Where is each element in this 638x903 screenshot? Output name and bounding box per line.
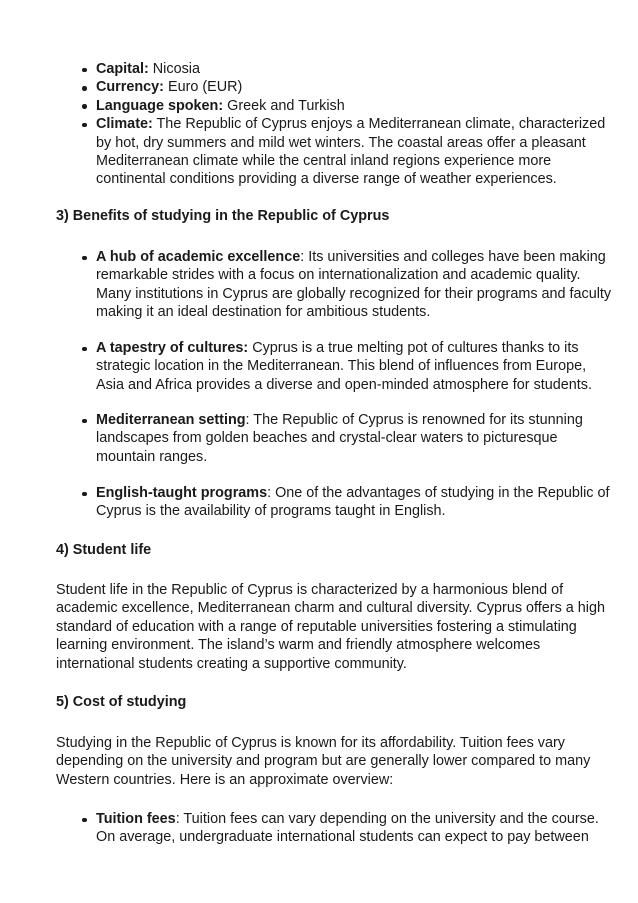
fact-text: Nicosia <box>148 61 200 77</box>
item-text: : The Republic of Cyprus is renowned for its stunning landscapes from golden beaches and crystal-clear waters to picturesque mountain ranges. <box>96 412 583 465</box>
list-item <box>56 97 616 115</box>
section-heading-benefits: 3) Benefits of studying in the Republic of Cyprus <box>56 208 390 224</box>
student-life-paragraph: Student life in the Republic of Cyprus is characterized by a harmonious blend of academic excellence, Mediterranean charm and cultural diversity. Cyprus offers a high standard of education with a range of reputable universities fostering a stimulating learning environment. The island’s warm and friendly atmosphere welcomes international students creating a supportive community. <box>56 582 605 672</box>
item-text: : Tuition fees can vary depending on the university and the course. On average, undergraduate international students can expect to pay between <box>96 811 599 846</box>
list-item <box>56 115 616 189</box>
list-item <box>56 78 616 96</box>
cost-paragraph: Studying in the Republic of Cyprus is known for its affordability. Tuition fees vary depending on the university and program but are generally lower compared to many Western countries. Here is an approximate overview: <box>56 735 591 788</box>
list-item <box>56 484 616 521</box>
fact-label: Climate: <box>96 116 153 133</box>
benefits-list <box>56 411 616 466</box>
item-label: English-taught programs <box>96 485 268 501</box>
fact-text: The Republic of Cyprus enjoys a Mediterranean climate, characterized by hot, dry summers and mild wet winters. The coastal areas offer a pleasant Mediterranean climate while the central inland regions experience more continental conditions providing a diverse range of weather experiences. <box>96 116 606 188</box>
list-item <box>56 810 616 847</box>
fact-label: Capital: <box>96 61 149 77</box>
list-item <box>56 339 616 394</box>
country-facts-list <box>56 60 616 189</box>
item-label: Mediterranean setting <box>96 412 246 428</box>
cost-list <box>56 810 616 847</box>
section-heading-cost: 5) Cost of studying <box>56 694 187 710</box>
fact-label: Currency: <box>96 79 164 96</box>
fact-text: Greek and Turkish <box>223 97 345 114</box>
section-heading-student-life: 4) Student life <box>56 542 152 558</box>
item-label: A tapestry of cultures: <box>96 340 249 356</box>
benefits-list <box>56 339 616 394</box>
item-text: Cyprus is a true melting pot of cultures thanks to its strategic location in the Mediterranean. This blend of influences from Europe, Asia and Africa provides a diverse and open-minded atmosphere for students. <box>96 340 592 393</box>
list-item <box>56 60 616 78</box>
benefits-list <box>56 248 616 322</box>
item-text: : Its universities and colleges have been making remarkable strides with a focus on internationalization and academic quality. Many institutions in Cyprus are globally recognized for their programs and faculty making it an ideal destination for ambitious students. <box>96 249 612 321</box>
list-item <box>56 411 616 466</box>
fact-label: Language spoken: <box>96 97 224 114</box>
list-item <box>56 248 616 322</box>
benefits-list <box>56 484 616 521</box>
item-text: : One of the advantages of studying in the Republic of Cyprus is the availability of programs taught in English. <box>96 485 610 520</box>
item-label: Tuition fees <box>96 811 176 827</box>
item-label: A hub of academic excellence <box>96 249 301 265</box>
fact-text: Euro (EUR) <box>163 79 243 96</box>
